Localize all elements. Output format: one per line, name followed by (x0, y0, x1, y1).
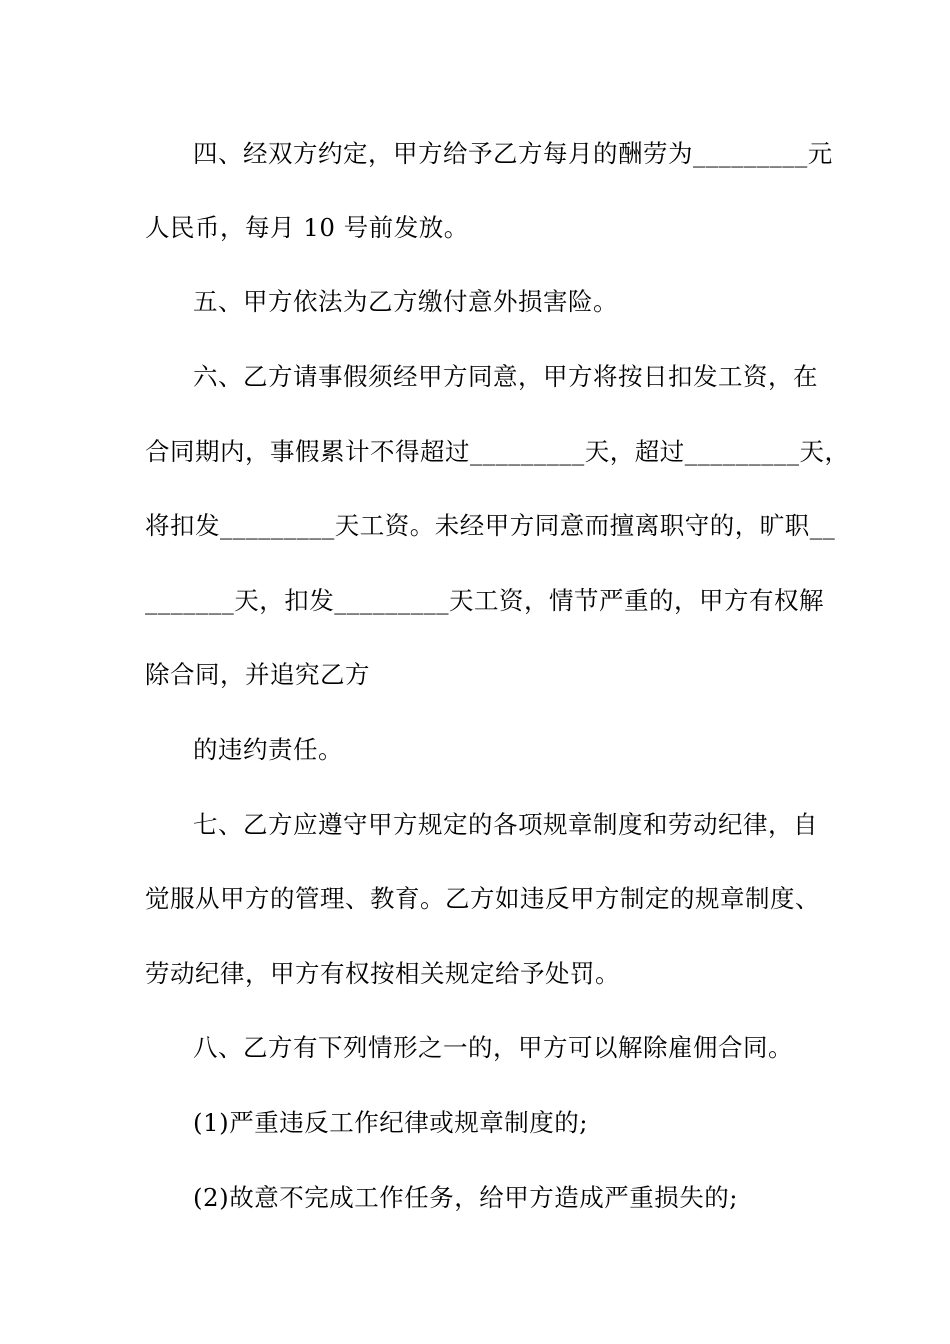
clause-6-line-1: 六、乙方请事假须经甲方同意，甲方将按日扣发工资，在 (193, 362, 818, 391)
clause-4-line-2: 人民币，每月 10 号前发放。 (145, 213, 469, 242)
clause-7-line-2: 觉服从甲方的管理、教育。乙方如违反甲方制定的规章制度、 (145, 884, 820, 913)
clause-6-line-5: 除合同，并追究乙方 (145, 660, 370, 689)
clause-7-line-3: 劳动纪律，甲方有权按相关规定给予处罚。 (145, 959, 620, 988)
clause-8-item-1: (1)严重违反工作纪律或规章制度的; (193, 1108, 588, 1137)
clause-7-line-1: 七、乙方应遵守甲方规定的各项规章制度和劳动纪律，自 (193, 810, 818, 839)
clause-4-line-1: 四、经双方约定，甲方给予乙方每月的酬劳为_________元 (193, 139, 833, 168)
clause-6-line-4: _______天，扣发_________天工资，情节严重的，甲方有权解 (145, 586, 824, 615)
clause-6-line-6: 的违约责任。 (193, 735, 343, 764)
clause-5-line-1: 五、甲方依法为乙方缴付意外损害险。 (193, 287, 618, 316)
clause-6-line-3: 将扣发_________天工资。未经甲方同意而擅离职守的，旷职__ (145, 511, 836, 540)
clause-6-line-2: 合同期内，事假累计不得超过_________天，超过_________天， (145, 437, 850, 466)
clause-8-item-2: (2)故意不完成工作任务，给甲方造成严重损失的; (193, 1183, 738, 1212)
clause-8-line-1: 八、乙方有下列情形之一的，甲方可以解除雇佣合同。 (193, 1033, 793, 1062)
